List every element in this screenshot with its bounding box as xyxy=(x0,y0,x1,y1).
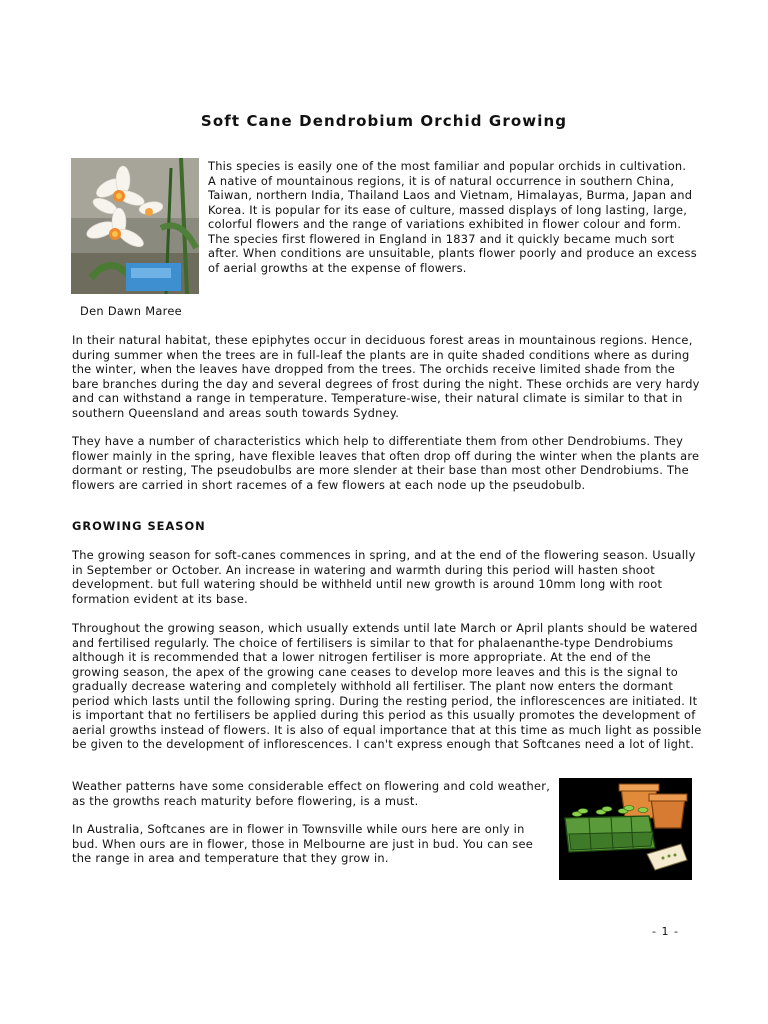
orchid-photo xyxy=(71,158,199,294)
page-number: - 1 - xyxy=(652,925,679,938)
intro-paragraph: This species is easily one of the most familiar and popular orchids in cultivation. A native of mountainous regions, it is of natural occurrence in southern China, Taiwan, northern India, Thailand Laos and Vietnam, Himalayas, Burma, Japan and Korea. It is popular for its ease of culture, massed displays of long lasting, large, colorful flowers and the range of variations exhibited in flower colour and form. The species first flowered in England in 1837 and it quickly became much sort after. When conditions are unsuitable, plants flower poorly and produce an excess of aerial growths at the expense of flowers. xyxy=(208,159,697,275)
page-title: Soft Cane Dendrobium Orchid Growing xyxy=(200,112,568,130)
australia-paragraph: In Australia, Softcanes are in flower in Townsville while ours here are only in bud. When ours are in flower, those in Melbourne are just in bud. You can see the range in area and temperature that they grow in. xyxy=(72,822,533,865)
habitat-paragraph: In their natural habitat, these epiphytes occur in deciduous forest areas in mountainous regions. Hence, during summer when the trees are in full-leaf the plants are in quite shaded conditions where as during the winter, when the leaves have dropped from the trees. The orchids receive limited shade from the bare branches during the day and several degrees of frost during the night. These orchids are very hardy and can withstand a range in temperature. Temperature-wise, their natural climate is similar to that in southern Queensland and areas south towards Sydney. xyxy=(72,333,700,420)
weather-paragraph: Weather patterns have some considerable effect on flowering and cold weather, as the growths reach maturity before flowering, is a must. xyxy=(72,779,551,808)
growing-paragraph-2: Throughout the growing season, which usually extends until late March or April plants should be watered and fertilised regularly. The choice of fertilisers is similar to that for phalaenanthe-type Dendrobiums although it is recommended that a lower nitrogen fertiliser is more appropriate. At the end of the growing season, the apex of the growing cane ceases to develop more leaves and this is the signal to gradually decrease watering and completely withhold all fertiliser. The plant now enters the dormant period which lasts until the following spring. During the resting period, the inflorescences are initiated. It is important that no fertilisers be applied during this period as this usually promotes the development of aerial growths instead of flowers. It is also of equal importance that at this time as much light as possible be given to the development of inflorescences. I can't express enough that Softcanes need a lot of light. xyxy=(72,621,702,751)
growing-paragraph-1: The growing season for soft-canes commences in spring, and at the end of the flowering season. Usually in September or October. An increase in watering and warmth during this period will hasten shoot development. but full watering should be withheld until new growth is around 10mm long with root formation evident at its base. xyxy=(72,548,696,606)
photo-caption: Den Dawn Maree xyxy=(80,304,182,318)
growing-season-heading: GROWING SEASON xyxy=(72,519,206,533)
seedling-tray-clipart xyxy=(559,778,692,880)
characteristics-paragraph: They have a number of characteristics which help to differentiate them from other Dendrobiums. They flower mainly in the spring, have flexible leaves that often drop off during the winter when the plants are dormant or resting, The pseudobulbs are more slender at their base than most other Dendrobiums. The flowers are carried in short racemes of a few flowers at each node up the pseudobulb. xyxy=(72,434,700,492)
